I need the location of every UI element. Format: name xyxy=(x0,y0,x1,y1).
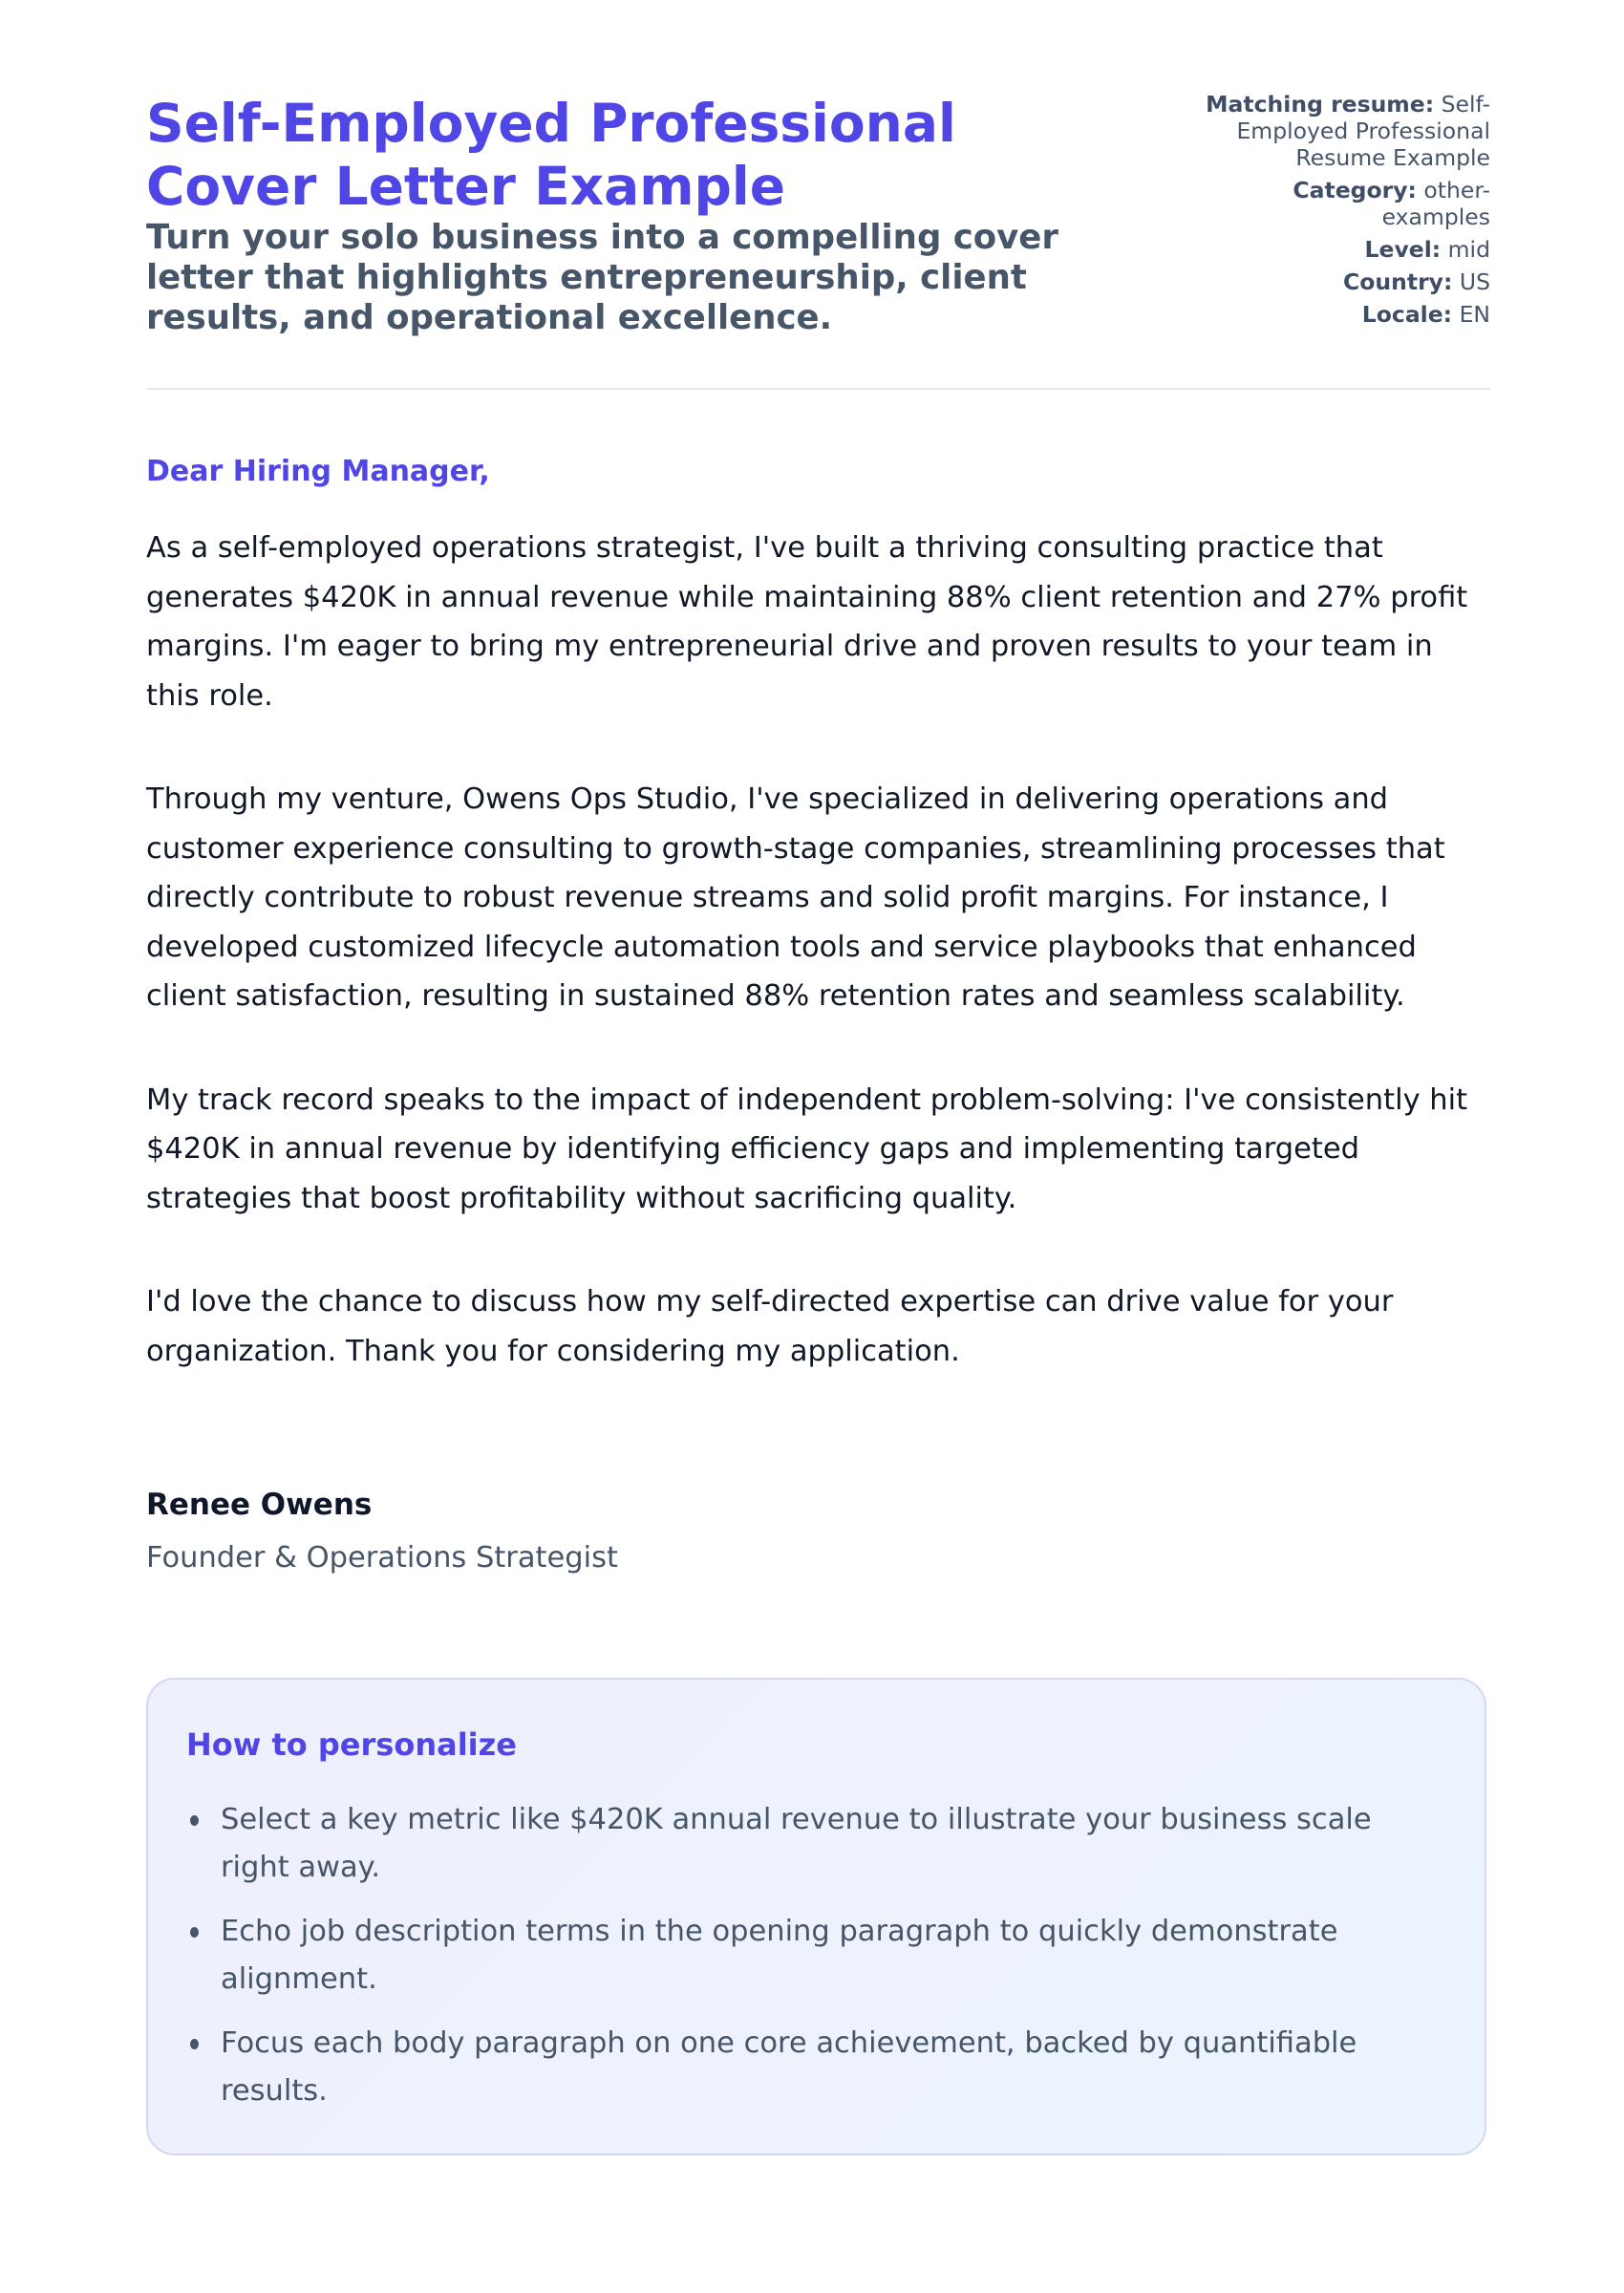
signature-title: Founder & Operations Strategist xyxy=(146,1541,618,1575)
meta-level xyxy=(1204,236,1490,263)
meta-value: other-examples xyxy=(1381,177,1490,230)
title-block xyxy=(146,92,1111,338)
tips-list xyxy=(186,1796,1446,2115)
meta-label: Category: xyxy=(1293,177,1417,204)
meta-value: US xyxy=(1459,268,1490,295)
page-title: Self-Employed Professional Cover Letter Example xyxy=(146,93,956,217)
letter-body xyxy=(146,390,1490,1577)
page-subtitle: Turn your solo business into a compelling cover letter that highlights entrepreneurship, client results, and operational excellence. xyxy=(146,218,1058,337)
meta-label: Matching resume: xyxy=(1206,91,1435,118)
meta-label: Locale: xyxy=(1361,301,1453,328)
meta-category xyxy=(1204,177,1490,230)
meta-panel xyxy=(1204,91,1490,333)
paragraph-closing: I'd love the chance to discuss how my self-directed expertise can drive value for your organization. Thank you for considering my application. xyxy=(146,1285,1394,1368)
meta-value: Self-Employed Professional Resume Example xyxy=(1236,91,1490,171)
bullet-icon xyxy=(190,1815,199,1826)
meta-locale xyxy=(1204,301,1490,328)
personalize-callout xyxy=(146,1678,1486,2155)
tip-item xyxy=(186,1908,1446,2004)
bullet-icon xyxy=(190,2039,199,2049)
paragraph-venture: Through my venture, Owens Ops Studio, I've specialized in delivering operations and customer experience consulting to growth-stage companies, streamlining processes that directly contribute to robust revenue streams and solid profit margins. For instance, I developed customized lifecycle automation tools and service playbooks that enhanced client satisfaction, resulting in sustained 88% retention rates and seamless scalability. xyxy=(146,782,1445,1013)
meta-country xyxy=(1204,268,1490,295)
meta-value: mid xyxy=(1447,236,1490,263)
meta-matching-resume xyxy=(1204,91,1490,171)
paragraph-track-record: My track record speaks to the impact of independent problem-solving: I've consistently hit $420K in annual revenue by identifying efficiency gaps and implementing targeted strategies that boost profitability without sacrificing quality. xyxy=(146,1082,1468,1215)
cover-letter-page xyxy=(146,0,1490,2108)
signature-block xyxy=(146,1486,1490,1577)
tip-item xyxy=(186,1796,1446,1892)
meta-label: Country: xyxy=(1343,268,1453,295)
signature-name: Renee Owens xyxy=(146,1488,373,1522)
paragraph-intro: As a self-employed operations strategist, I've built a thriving consulting practice that generates $420K in annual revenue while maintaining 88% client retention and 27% profit margins. I'm eager to bring my entrepreneurial drive and proven results to your team in this role. xyxy=(146,531,1468,713)
page-header xyxy=(146,0,1490,390)
salutation: Dear Hiring Manager, xyxy=(146,455,490,488)
bullet-icon xyxy=(190,1927,199,1938)
tip-item xyxy=(186,2020,1446,2115)
meta-label: Level: xyxy=(1364,236,1442,263)
meta-value: EN xyxy=(1459,301,1490,328)
tip-text: Select a key metric like $420K annual revenue to illustrate your business scale right away. xyxy=(221,1803,1372,1884)
callout-title: How to personalize xyxy=(186,1726,517,1763)
tip-text: Echo job description terms in the opening paragraph to quickly demonstrate alignment. xyxy=(221,1915,1338,1996)
tip-text: Focus each body paragraph on one core achievement, backed by quantifiable results. xyxy=(221,2026,1357,2108)
